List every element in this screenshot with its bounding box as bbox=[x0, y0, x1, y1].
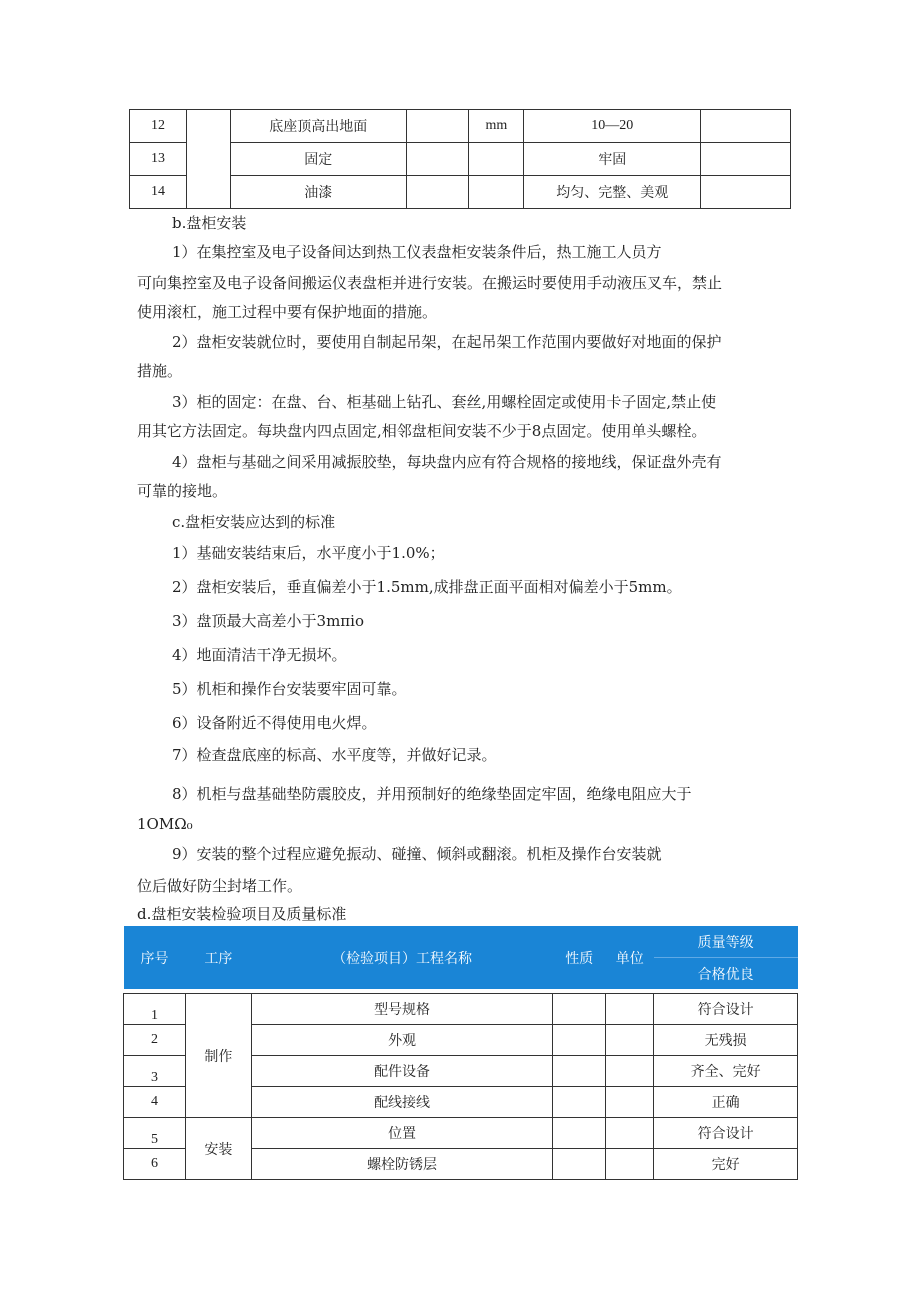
quality-standard-table bbox=[123, 926, 798, 1180]
table-row bbox=[124, 994, 798, 1025]
nature-cell bbox=[406, 176, 469, 209]
extra-cell bbox=[701, 110, 791, 143]
merged-process-cell bbox=[186, 110, 230, 209]
unit-cell bbox=[469, 176, 524, 209]
paragraph-b3-line2: 用其它方法固定。每块盘内四点固定,相邻盘柜间安装不少于8点固定。使用单头螺栓。 bbox=[137, 422, 707, 440]
top-inspection-table bbox=[129, 109, 791, 209]
standard-item-4: 4）地面清洁干净无损坏。 bbox=[172, 646, 347, 664]
item-name: 油漆 bbox=[230, 176, 406, 209]
standard-item-9-line1: 9）安装的整个过程应避免振动、碰撞、倾斜或翻滚。机柜及操作台安装就 bbox=[172, 845, 662, 863]
unit-cell bbox=[606, 1025, 654, 1056]
row-number: 6 bbox=[124, 1149, 186, 1180]
item-name: 配件设备 bbox=[251, 1056, 553, 1087]
nature-cell bbox=[553, 994, 606, 1025]
standard-cell: 齐全、完好 bbox=[654, 1056, 798, 1087]
unit-cell bbox=[469, 143, 524, 176]
paragraph-b3-line1: 3）柜的固定：在盘、台、柜基础上钻孔、套丝,用螺栓固定或使用卡子固定,禁止使 bbox=[172, 393, 717, 411]
nature-cell bbox=[553, 1118, 606, 1149]
standard-item-8-line1: 8）机柜与盘基础垫防震胶皮，并用预制好的绝缘垫固定牢固，绝缘电阻应大于 bbox=[172, 785, 692, 803]
standard-cell: 10—20 bbox=[524, 110, 701, 143]
row-number: 4 bbox=[124, 1087, 186, 1118]
row-number: 3 bbox=[124, 1056, 186, 1087]
standard-cell: 完好 bbox=[654, 1149, 798, 1180]
standard-cell: 均匀、完整、美观 bbox=[524, 176, 701, 209]
header-grade: 质量等级 bbox=[654, 926, 798, 958]
item-name: 固定 bbox=[230, 143, 406, 176]
paragraph-b2-line2: 措施。 bbox=[137, 362, 183, 380]
unit-cell: mm bbox=[469, 110, 524, 143]
nature-cell bbox=[553, 1149, 606, 1180]
table-row bbox=[130, 110, 791, 143]
standard-item-3: 3）盘顶最大高差小于3mπio bbox=[172, 612, 364, 630]
paragraph-b4-line2: 可靠的接地。 bbox=[137, 482, 228, 500]
process-install: 安装 bbox=[185, 1118, 251, 1180]
item-name: 外观 bbox=[251, 1025, 553, 1056]
nature-cell bbox=[553, 1087, 606, 1118]
row-number: 13 bbox=[130, 143, 187, 176]
nature-cell bbox=[553, 1025, 606, 1056]
standard-item-9-line2: 位后做好防尘封堵工作。 bbox=[137, 877, 303, 895]
item-name: 底座顶高出地面 bbox=[230, 110, 406, 143]
item-name: 型号规格 bbox=[251, 994, 553, 1025]
paragraph-b2-line1: 2）盘柜安装就位时，要使用自制起吊架，在起吊架工作范围内要做好对地面的保护 bbox=[172, 333, 722, 351]
standard-item-1: 1）基础安装结束后，水平度小于1.0%； bbox=[172, 544, 445, 562]
standard-item-5: 5）机柜和操作台安装要牢固可靠。 bbox=[172, 680, 407, 698]
section-b-title: b.盘柜安装 bbox=[172, 214, 247, 232]
unit-cell bbox=[606, 1118, 654, 1149]
header-nature: 性质 bbox=[553, 926, 606, 989]
nature-cell bbox=[553, 1056, 606, 1087]
paragraph-b1-line3: 使用滚杠，施工过程中要有保护地面的措施。 bbox=[137, 303, 438, 321]
row-number: 14 bbox=[130, 176, 187, 209]
paragraph-b1-line2: 可向集控室及电子设备间搬运仪表盘柜并进行安装。在搬运时要使用手动液压叉车，禁止 bbox=[137, 274, 723, 292]
row-number: 12 bbox=[130, 110, 187, 143]
standard-item-8-line2: 1OMΩ₀ bbox=[137, 815, 193, 833]
standard-cell: 无残损 bbox=[654, 1025, 798, 1056]
standard-cell: 符合设计 bbox=[654, 1118, 798, 1149]
unit-cell bbox=[606, 1056, 654, 1087]
unit-cell bbox=[606, 1087, 654, 1118]
table-row bbox=[124, 1118, 798, 1149]
section-c-title: c.盘柜安装应达到的标准 bbox=[172, 513, 336, 531]
section-d-title: d.盘柜安装检验项目及质量标准 bbox=[137, 905, 347, 923]
nature-cell bbox=[406, 110, 469, 143]
row-number: 5 bbox=[124, 1118, 186, 1149]
extra-cell bbox=[701, 176, 791, 209]
header-unit: 单位 bbox=[606, 926, 654, 989]
extra-cell bbox=[701, 143, 791, 176]
item-name: 螺栓防锈层 bbox=[251, 1149, 553, 1180]
header-process: 工序 bbox=[185, 926, 251, 989]
unit-cell bbox=[606, 1149, 654, 1180]
header-grade-sub: 合格优良 bbox=[654, 958, 798, 990]
standard-item-6: 6）设备附近不得使用电火焊。 bbox=[172, 714, 377, 732]
standard-item-7: 7）检查盘底座的标高、水平度等，并做好记录。 bbox=[172, 746, 497, 764]
paragraph-b1-line1: 1）在集控室及电子设备间达到热工仪表盘柜安装条件后，热工施工人员方 bbox=[172, 243, 662, 261]
standard-item-2: 2）盘柜安装后，垂直偏差小于1.5mm,成排盘正面平面相对偏差小于5mm。 bbox=[172, 578, 682, 596]
standard-cell: 正确 bbox=[654, 1087, 798, 1118]
nature-cell bbox=[406, 143, 469, 176]
standard-cell: 牢固 bbox=[524, 143, 701, 176]
row-number: 2 bbox=[124, 1025, 186, 1056]
paragraph-b4-line1: 4）盘柜与基础之间采用减振胶垫，每块盘内应有符合规格的接地线，保证盘外壳有 bbox=[172, 453, 722, 471]
standard-cell: 符合设计 bbox=[654, 994, 798, 1025]
item-name: 配线接线 bbox=[251, 1087, 553, 1118]
header-name: （检验项目）工程名称 bbox=[251, 926, 553, 989]
unit-cell bbox=[606, 994, 654, 1025]
row-number: 1 bbox=[124, 994, 186, 1025]
header-no: 序号 bbox=[124, 926, 186, 989]
process-make: 制作 bbox=[185, 994, 251, 1118]
item-name: 位置 bbox=[251, 1118, 553, 1149]
